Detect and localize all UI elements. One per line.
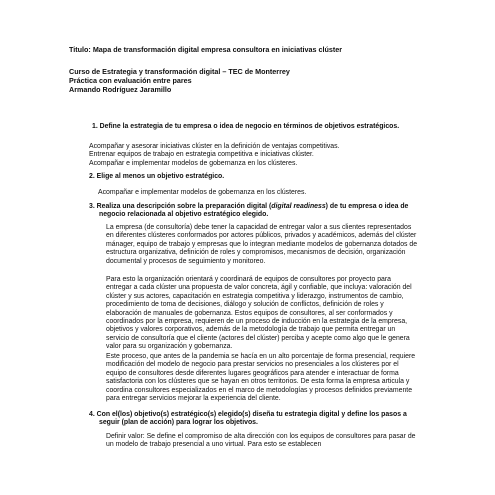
objective-line: Acompañar e implementar modelos de gobernanza en los clústeres. (89, 159, 298, 167)
objective-line: Acompañar y asesorar iniciativas clúster en la definición de ventajas competitivas. (89, 143, 340, 150)
section-4-heading: 4. Con el(los) objetivo(s) estratégico(s) elegido(s) diseña tu estrategia digital y define los pasos a seguir (plan de acción) para lograr los objetivos. (89, 411, 407, 427)
activity-line: Práctica con evaluación entre pares (69, 76, 192, 85)
section-2-heading: 2. Elige al menos un objetivo estratégico. (89, 173, 225, 180)
section-3-heading-post: ) de tu empresa o idea de negocio relacionada al objetivo estratégico elegido. (99, 203, 409, 219)
section-1-heading: 1. Define la estrategia de tu empresa o idea de negocio en términos de objetivos estratégicos. (92, 123, 400, 130)
section-3-paragraph-2: Para esto la organización orientará y coordinará de equipos de consultores por proyecto para entregar a cada clúster una propuesta de valor concreta, ágil y confiable, que incluya: valoración del clúster y sus actores, capacitación en estrategia competitiva y liderazgo, instrumentos de cambio, procedimiento de toma de decisiones, diálogo y solución de conflictos, definición de roles y elaboración de manuales de gobernanza. Estos equipos de consultores, al ser conformados y coordinados por la empresa, requieren de un proceso de inducción en la estrategia de la empresa, objetivos y valores corporativos, además de la metodología de trabajo que permita entregar un servicio de consultoría que el cliente (actores del clúster) perciba y acepte como algo que le genera valor para su organización y gobernanza. (106, 276, 412, 351)
author-line: Armando Rodríguez Jaramillo (69, 85, 172, 94)
section-3-heading-pre: 3. Realiza una descripción sobre la preparación digital ( (89, 203, 272, 210)
section-4-paragraph-1: Definir valor: Se define el compromiso de alta dirección con los equipos de consultores para pasar de un modelo de trabajo presencial a uno virtual. Para esto se establecen (106, 433, 416, 449)
section-3-paragraph-3: Este proceso, que antes de la pandemia se hacía en un alto porcentaje de forma presencial, requiere modificación del modelo de negocio para prestar servicios no presenciales a los clústeres por el equipo de consultores desde diferentes lugares geográficos para atender e interactuar de forma satisfactoria con los clústeres que se hayan en otros territorios. De esta forma la empresa articula y coordina consultores especializados en el marco de metodologías y procesos definidos previamente para entregar servicios mejorar la experiencia del cliente. (106, 353, 416, 403)
course-line: Curso de Estrategia y transformación digital – TEC de Monterrey (69, 67, 290, 76)
section-3-heading-italic: digital readiness (271, 203, 326, 210)
objective-line: Entrenar equipos de trabajo en estrategia competitiva e iniciativas clúster. (89, 151, 314, 159)
section-3-paragraph-1: La empresa (de consultoría) debe tener la capacidad de entregar valor a sus clientes representados en diferentes clústeres conformados por actores públicos, privados y académicos, además del clúster mánager, equipo de trabajo y empresas que lo integran mediante modelos de gobernanza dotados de estructura organizativa, definición de roles y compromisos, mecanismos de decisión, organización documental y procesos de seguimiento y monitoreo. (106, 224, 418, 265)
section-1-body (89, 143, 419, 168)
section-2-body: Acompañar e implementar modelos de gobernanza en los clústeres. (98, 189, 307, 196)
document-title: Titulo: Mapa de transformación digital empresa consultora en iniciativas clúster (69, 45, 343, 54)
section-3-heading (89, 203, 419, 220)
